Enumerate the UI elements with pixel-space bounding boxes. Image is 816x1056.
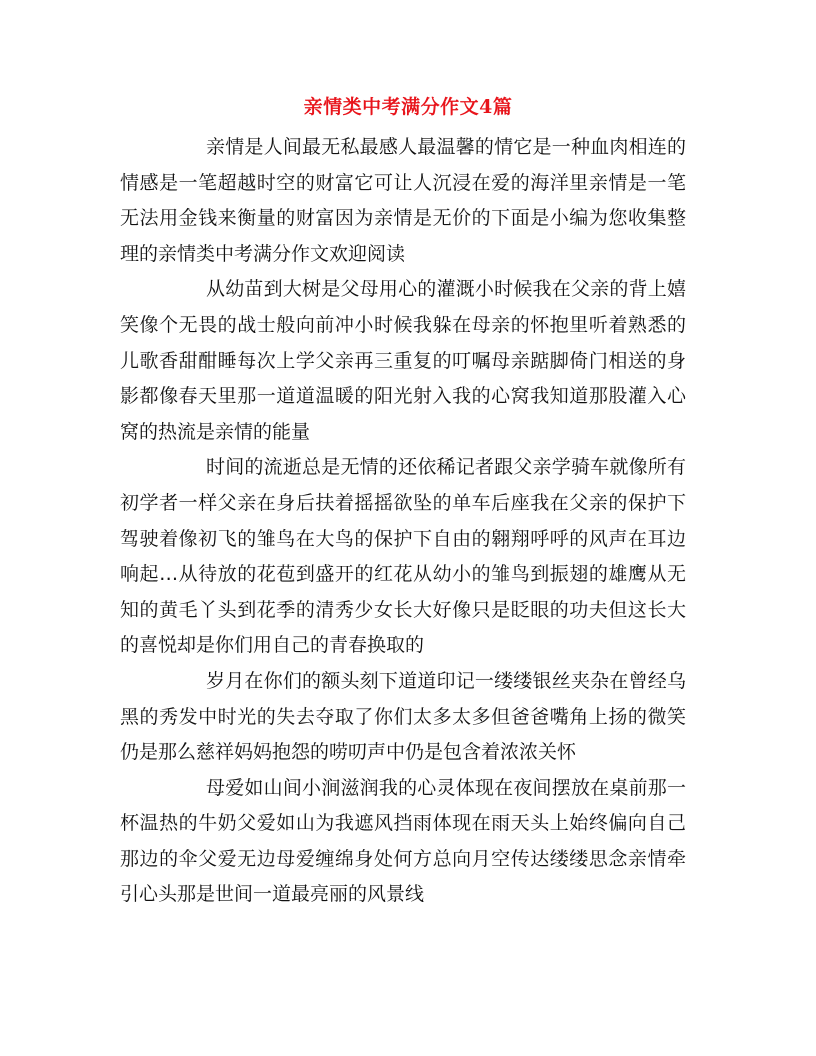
paragraph: 亲情是人间最无私最感人最温馨的情它是一种血肉相连的情感是一笔超越时空的财富它可让人沉浸在爱的海洋里亲情是一笔无法用金钱来衡量的财富因为亲情是无价的下面是小编为您收集整理的亲情类中考满分作文欢迎阅读 — [120, 136, 686, 265]
paragraph: 母爱如山间小涧滋润我的心灵体现在夜间摆放在桌前那一杯温热的牛奶父爱如山为我遮风挡雨体现在雨天头上始终偏向自己那边的伞父爱无边母爱缠绵身处何方总向月空传达缕缕思念亲情牵引心头那是世间一道最亮丽的风景线 — [120, 776, 686, 906]
paragraph: 从幼苗到大树是父母用心的灌溉小时候我在父亲的背上嬉笑像个无畏的战士般向前冲小时候我躲在母亲的怀抱里听着熟悉的儿歌香甜酣睡每次上学父亲再三重复的叮嘱母亲踮脚倚门相送的身影都像春天里那一道道温暖的阳光射入我的心窝我知道那股灌入心窝的热流是亲情的能量 — [120, 278, 686, 443]
document-body — [120, 130, 686, 913]
paragraph: 岁月在你们的额头刻下道道印记一缕缕银丝夹杂在曾经乌黑的秀发中时光的失去夺取了你们太多太多但爸爸嘴角上扬的微笑仍是那么慈祥妈妈抱怨的唠叨声中仍是包含着浓浓关怀 — [120, 669, 686, 764]
paragraph: 时间的流逝总是无情的还依稀记者跟父亲学骑车就像所有初学者一样父亲在身后扶着摇摇欲坠的单车后座我在父亲的保护下驾驶着像初飞的雏鸟在大鸟的保护下自由的翱翔呼呼的风声在耳边响起…从待放的花苞到盛开的红花从幼小的雏鸟到振翅的雄鹰从无知的黄毛丫头到花季的清秀少女长大好像只是眨眼的功夫但这长大的喜悦却是你们用自己的青春换取的 — [120, 456, 686, 657]
document-title: 亲情类中考满分作文4篇 — [303, 96, 513, 118]
